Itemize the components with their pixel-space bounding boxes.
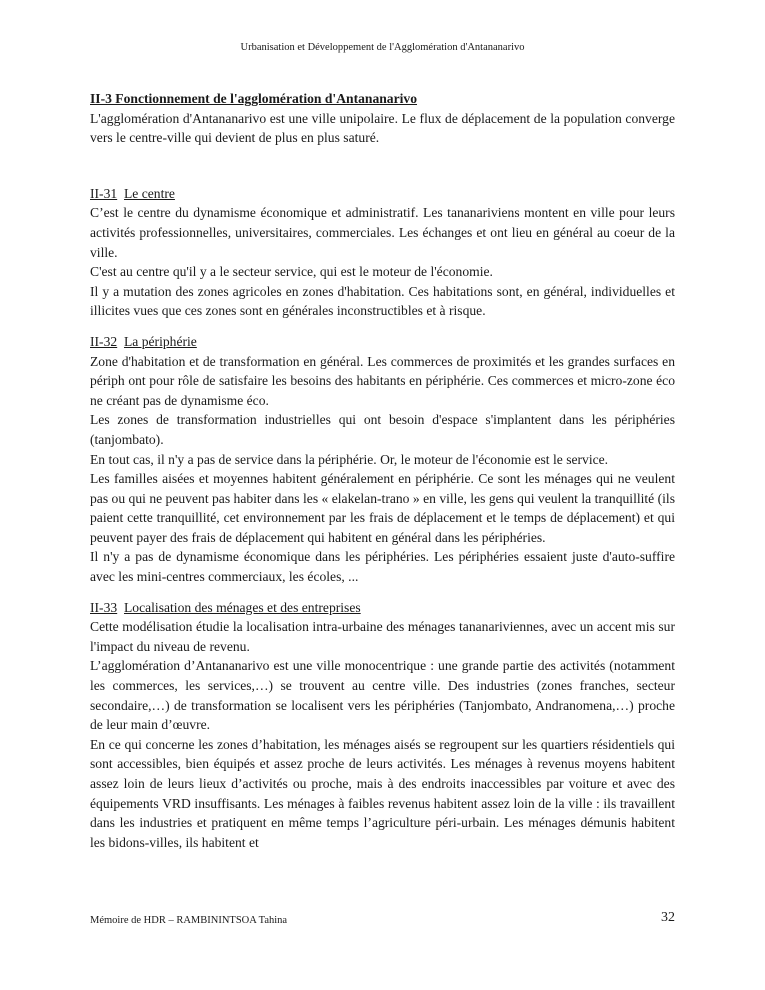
page-number: 32 [661, 910, 675, 925]
paragraph: Les familles aisées et moyennes habitent généralement en périphérie. Ce sont les ménages qui ne veulent pas ou qui ne peuvent pas habiter dans les « elakelan-trano » en ville, les gens qui veulent la tranquillité (ils paient cette tranquillité, cet environnement par les frais de déplacement et le temps de déplacement) et qui peuvent payer des frais de déplacement qui habitent en général dans les périphéries. [90, 471, 675, 545]
page-body [90, 89, 675, 852]
paragraph: Il y a mutation des zones agricoles en zones d'habitation. Ces habitations sont, en général, individuelles et illicites vues que ces zones sont en générales inconstructibles et à risque. [90, 283, 675, 319]
section-title: II-3 Fonctionnement de l'agglomération d'Antananarivo [90, 91, 418, 106]
subsection-title: Le centre [123, 185, 175, 201]
subsection-heading-centre [90, 184, 675, 204]
paragraph: Cette modélisation étudie la localisation intra-urbaine des ménages tananariviennes, avec un accent mis sur l'impact du niveau de revenu. [90, 619, 675, 654]
paragraph: L’agglomération d’Antananarivo est une ville monocentrique : une grande partie des activités (notamment les commerces, les services,…) se trouvent au centre ville. Des industries (zones franches, secteur secondaire,…) de transformation se localisent vers les périphéries (Tanjombato, Andranomena,…) proche de leur main d’œuvre. [90, 658, 675, 733]
subsection-heading-peripherie [90, 332, 675, 352]
subsection-number: II-31 [90, 185, 118, 201]
subsection-heading-localisation [90, 598, 675, 618]
running-header: Urbanisation et Développement de l'Agglomération d'Antananarivo [240, 42, 525, 53]
paragraph: C’est le centre du dynamisme économique et administratif. Les tananariviens montent en ville pour leurs activités professionnelles, universitaires, commerciales. Les échanges et ont lieu en général au coeur de la ville. [90, 205, 675, 260]
subsection-number: II-33 [90, 599, 118, 615]
paragraph: En ce qui concerne les zones d’habitation, les ménages aisés se regroupent sur les quartiers résidentiels qui sont accessibles, bien équipés et assez proche de leurs activités. Les ménages à revenus moyens habitent assez loin de leurs lieux d’activités ou proche, mais à des endroits inaccessibles par voiture et avec des équipements VRD insuffisants. Les ménages à faibles revenus habitent assez loin de la ville : ils travaillent dans les industries et pratiquent en même temps l’agriculture péri-urbain. Les ménages démunis habitent les bidons-villes, ils habitent et [90, 736, 675, 850]
paragraph: En tout cas, il n'y a pas de service dans la périphérie. Or, le moteur de l'économie est le service. [90, 451, 609, 467]
paragraph: Les zones de transformation industrielles qui ont besoin d'espace s'implantent dans les périphéries (tanjombato). [90, 412, 675, 447]
paragraph: Zone d'habitation et de transformation en général. Les commerces de proximités et les grandes surfaces en périph ont pour rôle de satisfaire les besoins des habitants en périphérie. Ces commerces et micro-zone éco ne créant pas de dynamisme éco. [90, 353, 675, 408]
subsection-number: II-32 [90, 333, 118, 349]
subsection-title: La périphérie [123, 333, 197, 349]
intro-paragraph: L'agglomération d'Antananarivo est une ville unipolaire. Le flux de déplacement de la population converge vers le centre-ville qui devient de plus en plus saturé. [90, 110, 675, 146]
subsection-title: Localisation des ménages et des entreprises [123, 599, 361, 615]
paragraph: Il n'y a pas de dynamisme économique dans les périphéries. Les périphéries essaient juste d'auto-suffire avec les mini-centres commerciaux, les écoles, ... [90, 549, 675, 585]
footer-author: Mémoire de HDR – RAMBININTSOA Tahina [90, 915, 288, 926]
paragraph: C'est au centre qu'il y a le secteur service, qui est le moteur de l'économie. [90, 264, 493, 280]
